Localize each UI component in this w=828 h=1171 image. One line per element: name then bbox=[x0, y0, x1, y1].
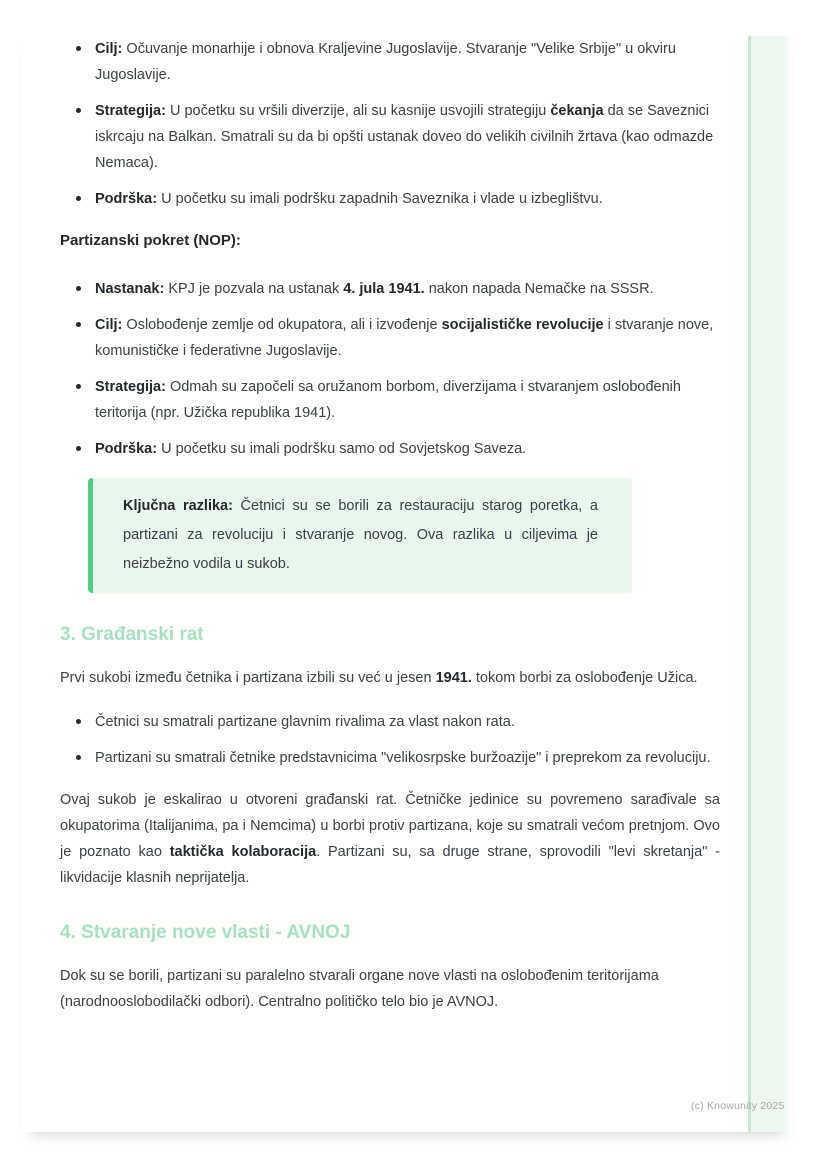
text-run: Oslobođenje zemlje od okupatora, ali i izvođenje bbox=[122, 317, 442, 333]
bold-text: Nastanak: bbox=[95, 281, 165, 297]
bullet-list bbox=[60, 36, 720, 212]
text-run: Četnici su smatrali partizane glavnim rivalima za vlast nakon rata. bbox=[95, 714, 515, 730]
list-item-text bbox=[95, 441, 526, 457]
bullet-icon bbox=[76, 446, 81, 451]
bullet-icon bbox=[76, 108, 81, 113]
text-run: . Partizani su, sa druge strane, sprovodili "levi skretanja" - likvidacije klasnih neprijatelja. bbox=[60, 844, 720, 886]
paragraph bbox=[60, 665, 720, 691]
list-item bbox=[60, 312, 720, 364]
bullet-icon bbox=[76, 384, 81, 389]
text-run: U početku su vršili diverzije, ali su kasnije usvojili strategiju bbox=[165, 103, 551, 119]
bold-text: Cilj: bbox=[95, 41, 123, 57]
list-item-text bbox=[95, 191, 603, 207]
list-item bbox=[60, 36, 720, 88]
text-run: da se Saveznici iskrcaju na Balkan. Smatrali su da bi opšti ustanak doveo do velikih civilnih žrtava (kao odmazde Nemaca). bbox=[95, 103, 714, 171]
list-item bbox=[60, 186, 720, 212]
bold-text: taktička kolaboracija bbox=[169, 844, 317, 860]
list-item bbox=[60, 374, 720, 426]
text-run: nakon napada Nemačke na SSSR. bbox=[424, 281, 654, 297]
list-item-text bbox=[95, 41, 676, 83]
bullet-icon bbox=[76, 46, 81, 51]
list-item bbox=[60, 276, 720, 302]
bullet-list bbox=[60, 276, 720, 462]
bold-text: 1941. bbox=[435, 670, 472, 686]
text-run: U početku su imali podršku samo od Sovjetskog Saveza. bbox=[157, 441, 527, 457]
list-item bbox=[60, 709, 720, 735]
list-item-text bbox=[95, 281, 654, 297]
list-item bbox=[60, 436, 720, 462]
text-run: Ovaj sukob je eskalirao u otvoreni građanski rat. Četničke jedinice su povremeno sarađivale sa okupatorima (Italijanima, pa i Nemcima) u borbi protiv partizana, koje su smatrali većom pretnjom. Ovo je poznato kao bbox=[60, 792, 720, 860]
text-run: tokom borbi za oslobođenje Užica. bbox=[471, 670, 698, 686]
callout-text bbox=[123, 492, 598, 579]
list-item bbox=[60, 745, 720, 771]
list-item-text bbox=[95, 317, 713, 359]
bold-text: Strategija: bbox=[95, 103, 166, 119]
list-item-text bbox=[95, 714, 515, 730]
bullet-icon bbox=[76, 322, 81, 327]
watermark: (c) Knowunity 2025 bbox=[691, 1100, 785, 1112]
text-run: Očuvanje monarhije i obnova Kraljevine Jugoslavije. Stvaranje "Velike Srbije" u okviru Jugoslavije. bbox=[95, 41, 676, 83]
text-run: Četnici su se borili za restauraciju starog poretka, a partizani za revoluciju i stvaranje novog. Ova razlika u ciljevima je neizbežno vodila u sukob. bbox=[123, 498, 598, 572]
bullet-icon bbox=[76, 196, 81, 201]
bold-text: Ključna razlika: bbox=[123, 498, 233, 514]
paragraph bbox=[60, 787, 720, 891]
bold-text: Podrška: bbox=[95, 441, 158, 457]
subheading: Partizanski pokret (NOP): bbox=[60, 232, 241, 249]
bold-text: socijalističke revolucije bbox=[441, 317, 604, 333]
text-run: Partizani su smatrali četnike predstavnicima "velikosrpske buržoazije" i preprekom za revoluciju. bbox=[95, 750, 711, 766]
callout-box bbox=[88, 478, 632, 593]
list-item-text bbox=[95, 103, 713, 171]
text-run: Dok su se borili, partizani su paralelno stvarali organe nove vlasti na oslobođenim teritorijama (narodnooslobodilački odbori). Centralno političko telo bio je AVNOJ. bbox=[60, 968, 659, 1010]
bold-text: Strategija: bbox=[95, 379, 166, 395]
bold-text: Podrška: bbox=[95, 191, 158, 207]
bullet-list bbox=[60, 709, 720, 771]
text-run: Prvi sukobi između četnika i partizana izbili su već u jesen bbox=[60, 670, 436, 686]
text-run: Odmah su započeli sa oružanom borbom, diverzijama i stvaranjem oslobođenih teritorija (npr. Užička republika 1941). bbox=[95, 379, 681, 421]
list-item-text bbox=[95, 750, 711, 766]
bullet-icon bbox=[76, 719, 81, 724]
bold-text: Cilj: bbox=[95, 317, 123, 333]
text-run: KPJ je pozvala na ustanak bbox=[164, 281, 344, 297]
text-run: i stvaranje nove, komunističke i federativne Jugoslavije. bbox=[95, 317, 714, 359]
bullet-icon bbox=[76, 286, 81, 291]
paragraph bbox=[60, 963, 720, 1015]
list-item-text bbox=[95, 379, 681, 421]
list-item bbox=[60, 98, 720, 176]
text-run: U početku su imali podršku zapadnih Saveznika i vlade u izbeglištvu. bbox=[157, 191, 603, 207]
section-heading: 4. Stvaranje nove vlasti - AVNOJ bbox=[60, 922, 351, 943]
bold-text: 4. jula 1941. bbox=[343, 281, 425, 297]
bullet-icon bbox=[76, 755, 81, 760]
document-content bbox=[60, 36, 720, 1033]
page-edge-strip bbox=[748, 36, 792, 1132]
section-heading: 3. Građanski rat bbox=[60, 624, 204, 645]
bold-text: čekanja bbox=[550, 103, 604, 119]
